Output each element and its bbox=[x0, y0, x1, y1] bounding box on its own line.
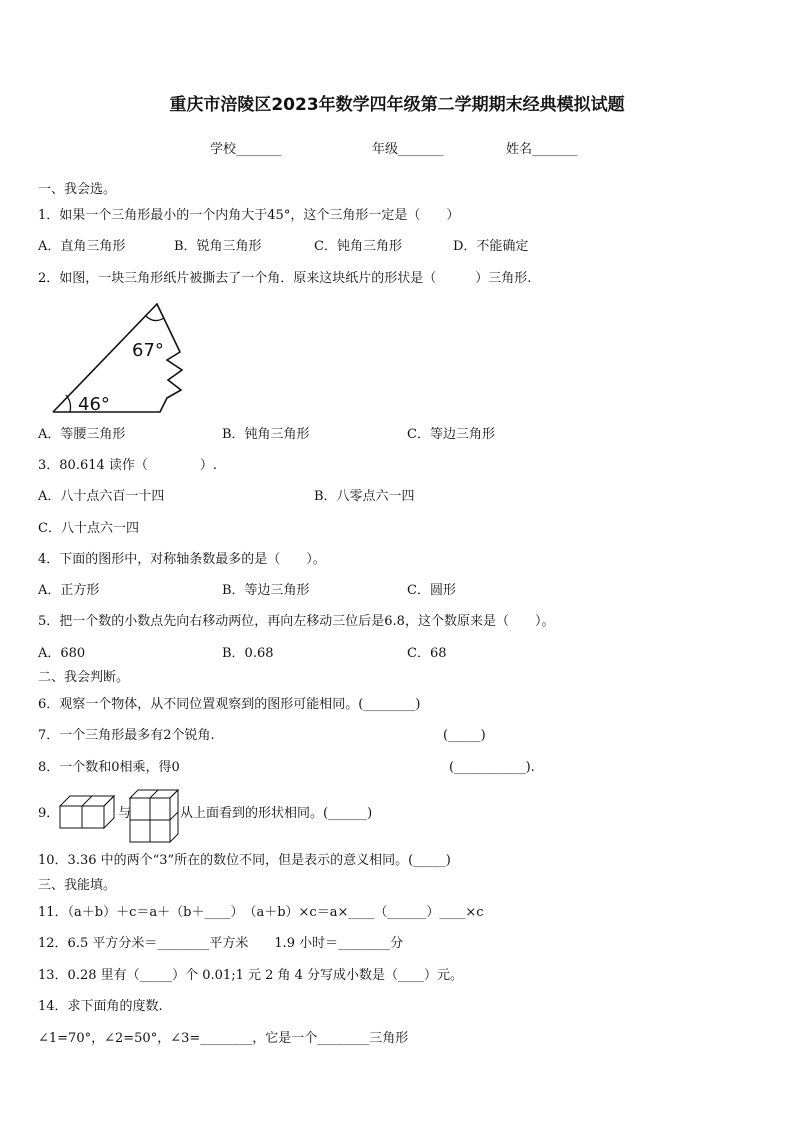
question-14-stem: 14．求下面角的度数. bbox=[38, 999, 163, 1014]
question-9-number: 9． bbox=[38, 806, 60, 821]
question-4-stem: 4．下面的图形中，对称轴条数最多的是（ ）。 bbox=[38, 552, 326, 567]
question-5-stem: 5．把一个数的小数点先向右移动两位，再向左移动三位后是6.8，这个数原来是（ ）。 bbox=[38, 614, 555, 629]
question-2-stem: 2．如图，一块三角形纸片被撕去了一个角．原来这块纸片的形状是（ ）三角形. bbox=[38, 271, 532, 286]
cube-stack-figure-b bbox=[128, 788, 182, 844]
q2-option-b[interactable]: B．钝角三角形 bbox=[222, 427, 310, 442]
page-title: 重庆市涪陵区2023年数学四年级第二学期期末经典模拟试题 bbox=[169, 95, 625, 115]
q1-option-c[interactable]: C．钝角三角形 bbox=[314, 239, 402, 254]
q3-option-b[interactable]: B．八零点六一四 bbox=[314, 489, 415, 504]
torn-triangle-figure bbox=[50, 300, 190, 420]
name-field[interactable]: 姓名_______ bbox=[506, 142, 578, 157]
q5-option-b[interactable]: B．0.68 bbox=[222, 646, 274, 661]
q1-option-a[interactable]: A．直角三角形 bbox=[38, 239, 126, 254]
q2-option-c[interactable]: C．等边三角形 bbox=[407, 427, 495, 442]
question-8-stem: 8．一个数和0相乘，得0 bbox=[38, 760, 180, 775]
cube-stack-figure-a bbox=[58, 792, 120, 832]
q8-answer-blank[interactable]: (___________). bbox=[449, 760, 535, 775]
question-12-stem: 12．6.5 平方分米＝________平方米 1.9 小时＝________分 bbox=[38, 936, 404, 951]
q4-option-a[interactable]: A．正方形 bbox=[38, 583, 100, 598]
q7-answer-blank[interactable]: (_____) bbox=[443, 728, 486, 743]
section-heading-choice: 一、我会选。 bbox=[38, 182, 117, 197]
q3-option-a[interactable]: A．八十点六百一十四 bbox=[38, 489, 165, 504]
question-7-stem: 7．一个三角形最多有2个锐角. bbox=[38, 728, 215, 743]
q3-option-c[interactable]: C．八十点六一四 bbox=[38, 521, 139, 536]
q5-option-c[interactable]: C．68 bbox=[407, 646, 447, 661]
question-13-stem: 13．0.28 里有（_____）个 0.01;1 元 2 角 4 分写成小数是（____）元。 bbox=[38, 968, 464, 983]
question-9-connector: 与 bbox=[118, 806, 132, 821]
q4-option-b[interactable]: B．等边三角形 bbox=[222, 583, 310, 598]
angle-46-label: 46° bbox=[78, 394, 110, 415]
question-1-stem: 1．如果一个三角形最小的一个内角大于45°，这个三角形一定是（ ） bbox=[38, 208, 460, 223]
section-heading-fill: 三、我能填。 bbox=[38, 878, 117, 893]
question-10-stem: 10．3.36 中的两个“3”所在的数位不同，但是表示的意义相同。(_____) bbox=[38, 853, 451, 868]
question-3-stem: 3．80.614 读作（ ）. bbox=[38, 458, 218, 473]
angle-67-label: 67° bbox=[132, 340, 164, 361]
q2-option-a[interactable]: A．等腰三角形 bbox=[38, 427, 126, 442]
school-field[interactable]: 学校_______ bbox=[210, 142, 282, 157]
q4-option-c[interactable]: C．圆形 bbox=[407, 583, 456, 598]
grade-field[interactable]: 年级_______ bbox=[372, 142, 444, 157]
question-9-stem: 从上面看到的形状相同。(______) bbox=[180, 806, 373, 821]
section-heading-judge: 二、我会判断。 bbox=[38, 670, 130, 685]
q5-option-a[interactable]: A．680 bbox=[38, 646, 86, 661]
question-14-line-2: ∠1=70°，∠2=50°，∠3=________，它是一个________三角形 bbox=[38, 1031, 409, 1046]
q1-option-b[interactable]: B．锐角三角形 bbox=[174, 239, 262, 254]
q1-option-d[interactable]: D．不能确定 bbox=[453, 239, 529, 254]
question-11-stem: 11．（a＋b）＋c＝a＋（b＋____） （a＋b）×c＝a×____（______）____×c bbox=[38, 905, 484, 920]
question-6-stem: 6．观察一个物体，从不同位置观察到的图形可能相同。(________) bbox=[38, 697, 421, 712]
